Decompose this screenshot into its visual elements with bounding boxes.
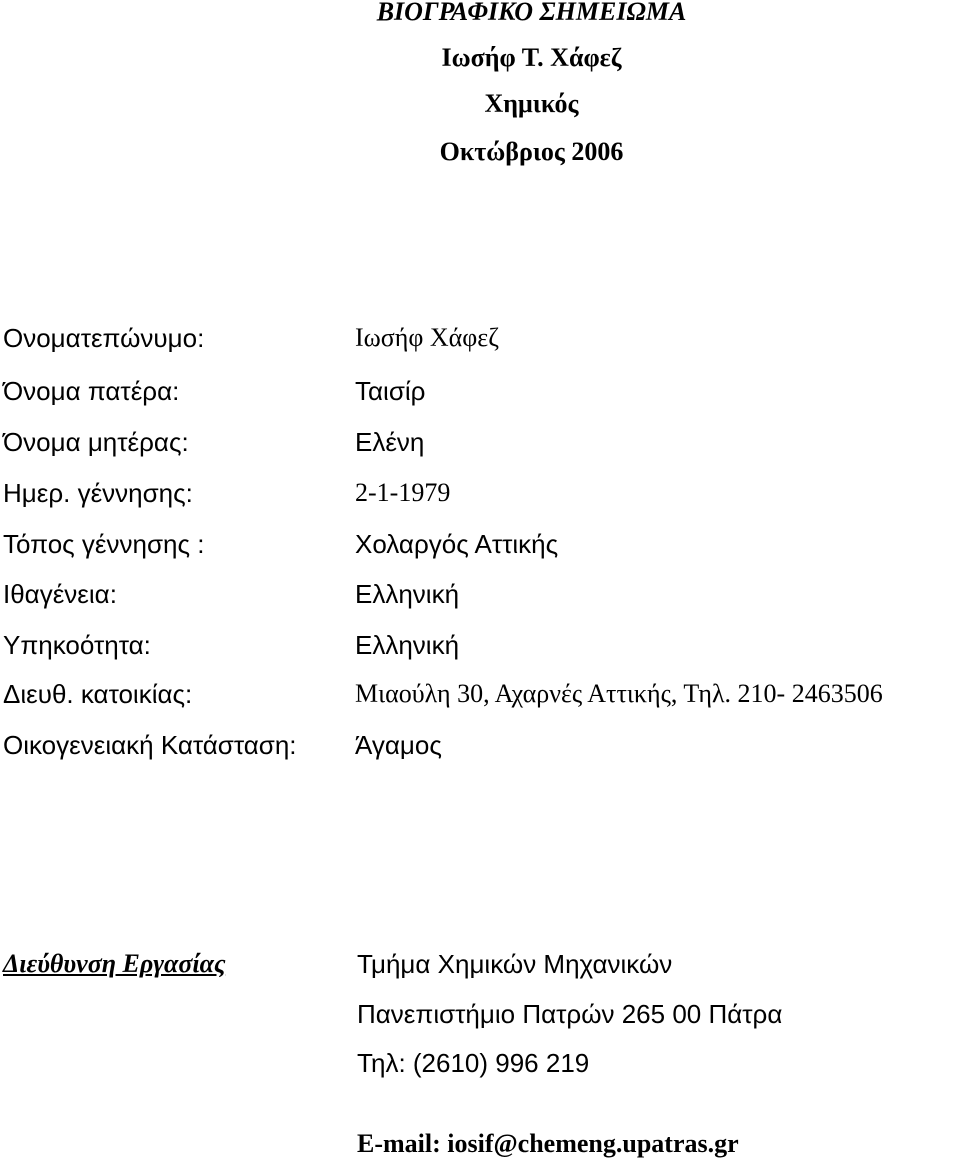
fullname-value: Ιωσήφ Χάφεζ (355, 323, 499, 352)
personal-row-father (0, 374, 960, 408)
birthdate-value: 2-1-1979 (355, 478, 451, 507)
birthplace-value: Χολαργός Αττικής (355, 529, 559, 559)
author-name: Ιωσήφ Τ. Χάφεζ (441, 43, 622, 72)
birthdate-label: Ημερ. γέννησης: (3, 478, 193, 508)
document-date: Οκτώβριος 2006 (439, 137, 624, 166)
work-phone: Τηλ: (2610) 996 219 (357, 1048, 590, 1078)
personal-row-birthplace (0, 527, 960, 561)
work-department: Τμήμα Χημικών Μηχανικών (357, 949, 673, 979)
marital-status-label: Οικογενειακή Κατάσταση: (3, 730, 297, 760)
nationality-value: Ελληνική (355, 579, 460, 609)
work-address-heading: Διεύθυνση Εργασίας (3, 949, 226, 978)
personal-row-fullname (0, 321, 960, 355)
personal-row-address (0, 677, 960, 711)
personal-row-mother (0, 425, 960, 459)
citizenship-value: Ελληνική (355, 630, 460, 660)
personal-row-birthdate (0, 476, 960, 510)
father-name-label: Όνομα πατέρα: (3, 376, 180, 406)
nationality-label: Ιθαγένεια: (3, 579, 117, 609)
personal-row-nationality (0, 577, 960, 611)
address-label: Διευθ. κατοικίας: (3, 679, 193, 709)
address-value: Μιαούλη 30, Αχαρνές Αττικής, Τηλ. 210- 2463506 (355, 679, 883, 708)
work-university: Πανεπιστήμιο Πατρών 265 00 Πάτρα (357, 999, 783, 1029)
citizenship-label: Υπηκοότητα: (3, 630, 151, 660)
marital-status-value: Άγαμος (355, 730, 442, 760)
personal-row-marital-status (0, 728, 960, 762)
mother-name-value: Ελένη (355, 427, 425, 457)
author-profession: Χημικός (484, 89, 579, 118)
mother-name-label: Όνομα μητέρας: (3, 427, 189, 457)
document-title: ΒΙΟΓΡΑΦΙΚΟ ΣΗΜΕΙΩΜΑ (376, 0, 687, 26)
birthplace-label: Τόπος γέννησης : (3, 529, 205, 559)
personal-row-citizenship (0, 628, 960, 662)
father-name-value: Ταισίρ (355, 376, 426, 406)
fullname-label: Ονοματεπώνυμο: (3, 323, 205, 353)
work-email: E-mail: iosif@chemeng.upatras.gr (357, 1129, 739, 1158)
